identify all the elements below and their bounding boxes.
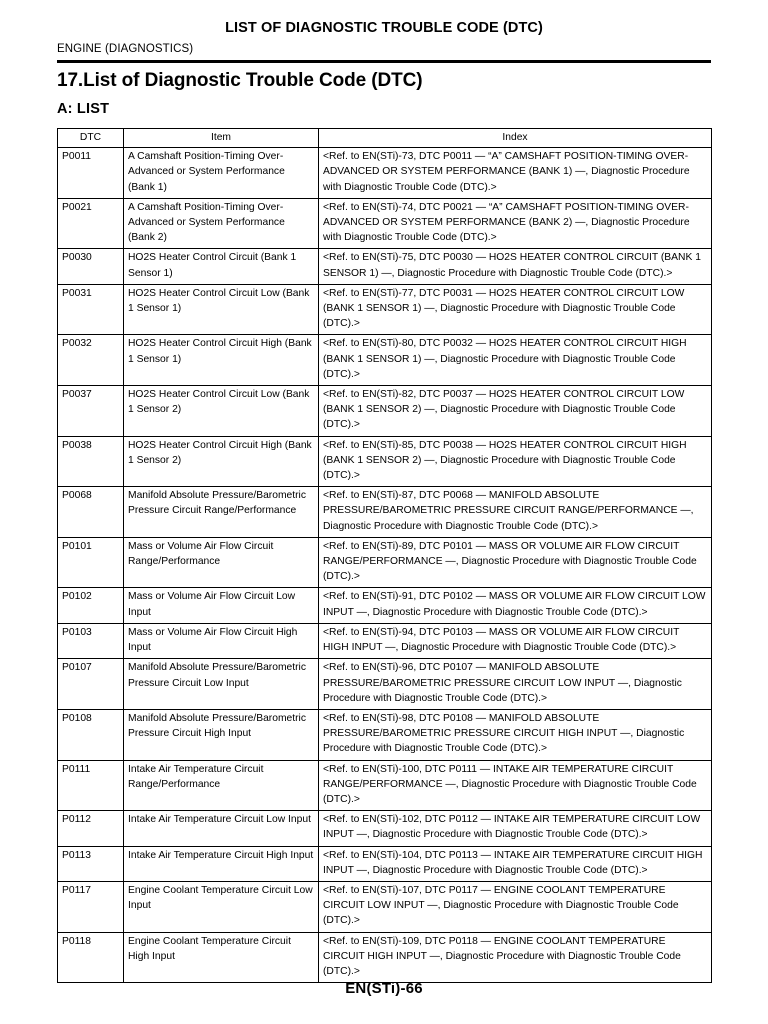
cell-index: <Ref. to EN(STi)-91, DTC P0102 — MASS OR VOLUME AIR FLOW CIRCUIT LOW INPUT —, Diagnostic Procedure with Diagnostic Trouble Code (DTC).> <box>319 588 712 623</box>
cell-dtc: P0103 <box>58 623 124 658</box>
cell-index: <Ref. to EN(STi)-87, DTC P0068 — MANIFOLD ABSOLUTE PRESSURE/BAROMETRIC PRESSURE CIRCUIT RANGE/PERFORMANCE —, Diagnostic Procedure with Diagnostic Trouble Code (DTC).> <box>319 487 712 538</box>
cell-item: HO2S Heater Control Circuit Low (Bank 1 Sensor 1) <box>124 284 319 335</box>
cell-index: <Ref. to EN(STi)-74, DTC P0021 — “A” CAMSHAFT POSITION-TIMING OVER-ADVANCED OR SYSTEM PERFORMANCE (BANK 2) —, Diagnostic Procedure with Diagnostic Trouble Code (DTC).> <box>319 198 712 249</box>
cell-item: Mass or Volume Air Flow Circuit Low Input <box>124 588 319 623</box>
cell-item: Engine Coolant Temperature Circuit Low Input <box>124 881 319 932</box>
table-row <box>58 811 712 846</box>
column-header-item: Item <box>124 129 319 148</box>
dtc-table-container <box>57 128 711 983</box>
chapter-title: 17.List of Diagnostic Trouble Code (DTC) <box>57 70 423 91</box>
cell-item: HO2S Heater Control Circuit Low (Bank 1 Sensor 2) <box>124 386 319 437</box>
cell-index: <Ref. to EN(STi)-89, DTC P0101 — MASS OR VOLUME AIR FLOW CIRCUIT RANGE/PERFORMANCE —, Diagnostic Procedure with Diagnostic Trouble Code (DTC).> <box>319 537 712 588</box>
cell-item: Engine Coolant Temperature Circuit High Input <box>124 932 319 983</box>
cell-item: HO2S Heater Control Circuit High (Bank 1 Sensor 2) <box>124 436 319 487</box>
cell-dtc: P0113 <box>58 846 124 881</box>
cell-index: <Ref. to EN(STi)-80, DTC P0032 — HO2S HEATER CONTROL CIRCUIT HIGH (BANK 1 SENSOR 1) —, Diagnostic Procedure with Diagnostic Trouble Code (DTC).> <box>319 335 712 386</box>
cell-dtc: P0108 <box>58 709 124 760</box>
table-row <box>58 846 712 881</box>
table-row <box>58 148 712 199</box>
cell-index: <Ref. to EN(STi)-98, DTC P0108 — MANIFOLD ABSOLUTE PRESSURE/BAROMETRIC PRESSURE CIRCUIT HIGH INPUT —, Diagnostic Procedure with Diagnostic Trouble Code (DTC).> <box>319 709 712 760</box>
cell-item: A Camshaft Position-Timing Over-Advanced or System Performance (Bank 1) <box>124 148 319 199</box>
table-row <box>58 932 712 983</box>
cell-index: <Ref. to EN(STi)-102, DTC P0112 — INTAKE AIR TEMPERATURE CIRCUIT LOW INPUT —, Diagnostic Procedure with Diagnostic Trouble Code (DTC).> <box>319 811 712 846</box>
table-row <box>58 487 712 538</box>
cell-dtc: P0030 <box>58 249 124 284</box>
cell-dtc: P0038 <box>58 436 124 487</box>
cell-dtc: P0101 <box>58 537 124 588</box>
table-row <box>58 588 712 623</box>
section-label: ENGINE (DIAGNOSTICS) <box>57 43 194 55</box>
cell-index: <Ref. to EN(STi)-96, DTC P0107 — MANIFOLD ABSOLUTE PRESSURE/BAROMETRIC PRESSURE CIRCUIT LOW INPUT —, Diagnostic Procedure with Diagnostic Trouble Code (DTC).> <box>319 659 712 710</box>
cell-item: HO2S Heater Control Circuit (Bank 1 Sensor 1) <box>124 249 319 284</box>
cell-item: A Camshaft Position-Timing Over-Advanced or System Performance (Bank 2) <box>124 198 319 249</box>
cell-dtc: P0102 <box>58 588 124 623</box>
cell-index: <Ref. to EN(STi)-77, DTC P0031 — HO2S HEATER CONTROL CIRCUIT LOW (BANK 1 SENSOR 1) —, Diagnostic Procedure with Diagnostic Trouble Code (DTC).> <box>319 284 712 335</box>
table-row <box>58 249 712 284</box>
subsection-title: A: LIST <box>57 101 110 117</box>
column-header-index: Index <box>319 129 712 148</box>
table-row <box>58 760 712 811</box>
table-row <box>58 537 712 588</box>
table-body <box>58 148 712 983</box>
cell-item: Intake Air Temperature Circuit Range/Performance <box>124 760 319 811</box>
cell-index: <Ref. to EN(STi)-82, DTC P0037 — HO2S HEATER CONTROL CIRCUIT LOW (BANK 1 SENSOR 2) —, Diagnostic Procedure with Diagnostic Trouble Code (DTC).> <box>319 386 712 437</box>
column-header-dtc: DTC <box>58 129 124 148</box>
header-rule <box>57 60 711 63</box>
cell-index: <Ref. to EN(STi)-100, DTC P0111 — INTAKE AIR TEMPERATURE CIRCUIT RANGE/PERFORMANCE —, Diagnostic Procedure with Diagnostic Trouble Code (DTC).> <box>319 760 712 811</box>
cell-index: <Ref. to EN(STi)-75, DTC P0030 — HO2S HEATER CONTROL CIRCUIT (BANK 1 SENSOR 1) —, Diagnostic Procedure with Diagnostic Trouble Code (DTC).> <box>319 249 712 284</box>
table-row <box>58 335 712 386</box>
table-row <box>58 881 712 932</box>
cell-item: Manifold Absolute Pressure/Barometric Pressure Circuit High Input <box>124 709 319 760</box>
cell-item: Manifold Absolute Pressure/Barometric Pressure Circuit Low Input <box>124 659 319 710</box>
cell-dtc: P0032 <box>58 335 124 386</box>
table-row <box>58 623 712 658</box>
cell-dtc: P0021 <box>58 198 124 249</box>
page-number: EN(STi)-66 <box>345 980 423 997</box>
cell-item: Mass or Volume Air Flow Circuit Range/Performance <box>124 537 319 588</box>
cell-dtc: P0111 <box>58 760 124 811</box>
cell-item: Mass or Volume Air Flow Circuit High Input <box>124 623 319 658</box>
table-header-row <box>58 129 712 148</box>
cell-dtc: P0068 <box>58 487 124 538</box>
table-row <box>58 659 712 710</box>
cell-index: <Ref. to EN(STi)-73, DTC P0011 — “A” CAMSHAFT POSITION-TIMING OVER-ADVANCED OR SYSTEM PERFORMANCE (BANK 1) —, Diagnostic Procedure with Diagnostic Trouble Code (DTC).> <box>319 148 712 199</box>
cell-dtc: P0037 <box>58 386 124 437</box>
table-row <box>58 709 712 760</box>
cell-dtc: P0118 <box>58 932 124 983</box>
cell-index: <Ref. to EN(STi)-104, DTC P0113 — INTAKE AIR TEMPERATURE CIRCUIT HIGH INPUT —, Diagnostic Procedure with Diagnostic Trouble Code (DTC).> <box>319 846 712 881</box>
cell-index: <Ref. to EN(STi)-107, DTC P0117 — ENGINE COOLANT TEMPERATURE CIRCUIT LOW INPUT —, Diagnostic Procedure with Diagnostic Trouble Code (DTC).> <box>319 881 712 932</box>
cell-item: Manifold Absolute Pressure/Barometric Pressure Circuit Range/Performance <box>124 487 319 538</box>
cell-item: Intake Air Temperature Circuit High Input <box>124 846 319 881</box>
table-row <box>58 284 712 335</box>
table-row <box>58 386 712 437</box>
table-header <box>58 129 712 148</box>
running-head-title: LIST OF DIAGNOSTIC TROUBLE CODE (DTC) <box>225 20 543 36</box>
cell-dtc: P0112 <box>58 811 124 846</box>
table-row <box>58 198 712 249</box>
cell-dtc: P0011 <box>58 148 124 199</box>
cell-dtc: P0117 <box>58 881 124 932</box>
cell-index: <Ref. to EN(STi)-109, DTC P0118 — ENGINE COOLANT TEMPERATURE CIRCUIT HIGH INPUT —, Diagnostic Procedure with Diagnostic Trouble Code (DTC).> <box>319 932 712 983</box>
dtc-table <box>57 128 712 983</box>
table-row <box>58 436 712 487</box>
cell-index: <Ref. to EN(STi)-94, DTC P0103 — MASS OR VOLUME AIR FLOW CIRCUIT HIGH INPUT —, Diagnostic Procedure with Diagnostic Trouble Code (DTC).> <box>319 623 712 658</box>
cell-dtc: P0107 <box>58 659 124 710</box>
cell-item: HO2S Heater Control Circuit High (Bank 1 Sensor 1) <box>124 335 319 386</box>
cell-item: Intake Air Temperature Circuit Low Input <box>124 811 319 846</box>
cell-index: <Ref. to EN(STi)-85, DTC P0038 — HO2S HEATER CONTROL CIRCUIT HIGH (BANK 1 SENSOR 2) —, Diagnostic Procedure with Diagnostic Trouble Code (DTC).> <box>319 436 712 487</box>
cell-dtc: P0031 <box>58 284 124 335</box>
